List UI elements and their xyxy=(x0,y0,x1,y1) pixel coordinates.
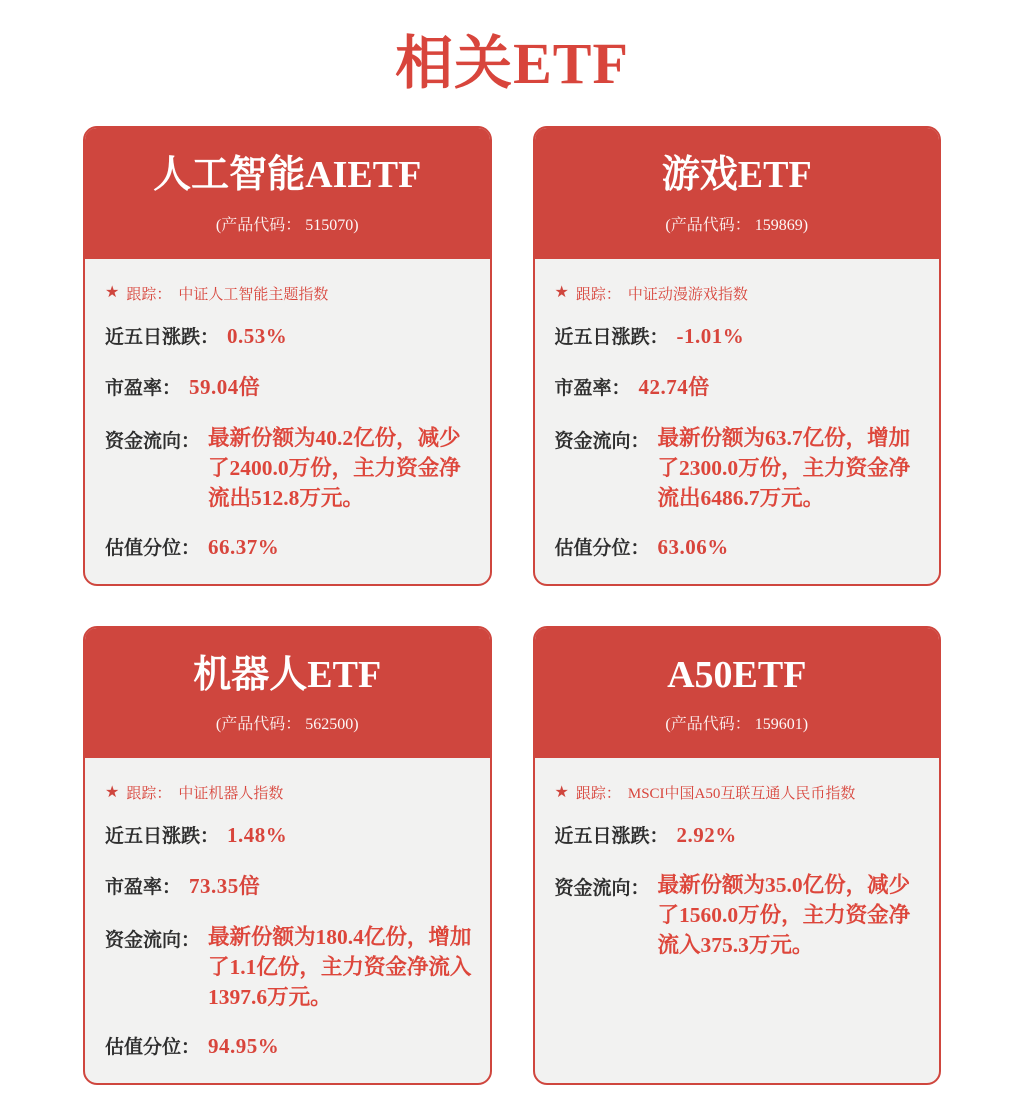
five-day-value: 1.48% xyxy=(227,823,288,848)
star-icon: ★ xyxy=(554,783,569,801)
etf-name: A50ETF xyxy=(667,653,807,696)
fund-flow-value: 最新份额为35.0亿份，减少了1560.0万份，主力资金净流入375.3万元。 xyxy=(657,873,911,958)
valuation-label: 估值分位： xyxy=(105,1037,201,1059)
card-body xyxy=(535,259,940,584)
valuation-label: 估值分位： xyxy=(554,537,650,559)
product-code: (产品代码： 159869) xyxy=(665,216,809,234)
product-code: (产品代码： 159601) xyxy=(665,716,809,734)
five-day-label: 近五日涨跌： xyxy=(105,326,220,348)
track-index: MSCI中国A50互联互通人民币指数 xyxy=(627,786,856,803)
pe-row xyxy=(555,371,922,401)
valuation-label: 估值分位： xyxy=(105,537,201,559)
fund-flow-row xyxy=(105,922,472,1012)
five-day-label: 近五日涨跌： xyxy=(105,826,220,848)
valuation-row xyxy=(555,533,922,560)
fund-flow-label: 资金流向： xyxy=(554,878,650,900)
valuation-value: 94.95% xyxy=(208,1034,280,1059)
etf-cards-grid xyxy=(83,126,941,1085)
page-title: 相关ETF xyxy=(395,31,629,96)
five-day-value: -1.01% xyxy=(676,323,745,348)
card-header xyxy=(535,128,940,259)
five-day-row xyxy=(555,821,922,848)
card-body xyxy=(85,758,490,1083)
pe-label: 市盈率： xyxy=(554,377,631,399)
valuation-row xyxy=(105,1032,472,1059)
pe-value: 73.35倍 xyxy=(189,874,261,899)
star-icon: ★ xyxy=(105,783,120,801)
card-header xyxy=(85,628,490,759)
etf-card-robot xyxy=(83,626,492,1086)
etf-card-a50 xyxy=(533,626,942,1086)
product-code: (产品代码： 562500) xyxy=(215,716,359,734)
star-icon: ★ xyxy=(554,284,569,302)
etf-name: 机器人ETF xyxy=(193,653,382,696)
fund-flow-value: 最新份额为63.7亿份，增加了2300.0万份，主力资金净流出6486.7万元。 xyxy=(657,425,911,510)
track-row xyxy=(105,283,472,304)
etf-name: 人工智能AIETF xyxy=(153,154,422,196)
etf-name: 游戏ETF xyxy=(661,154,812,196)
valuation-value: 63.06% xyxy=(657,534,729,559)
track-row xyxy=(555,283,922,304)
card-header xyxy=(85,128,490,259)
etf-card-game xyxy=(533,126,942,586)
track-index: 中证机器人指数 xyxy=(178,786,284,803)
track-row xyxy=(555,782,922,803)
five-day-row xyxy=(555,322,922,349)
five-day-label: 近五日涨跌： xyxy=(554,826,669,848)
track-label: 跟踪： xyxy=(126,786,172,803)
fund-flow-label: 资金流向： xyxy=(105,930,201,952)
fund-flow-row xyxy=(555,423,922,513)
fund-flow-label: 资金流向： xyxy=(105,430,201,452)
star-icon: ★ xyxy=(105,284,120,302)
pe-label: 市盈率： xyxy=(105,877,182,899)
card-header xyxy=(535,628,940,759)
fund-flow-label: 资金流向： xyxy=(554,430,650,452)
etf-card-aietf xyxy=(83,126,492,586)
pe-row xyxy=(105,870,472,900)
track-row xyxy=(105,782,472,803)
valuation-value: 66.37% xyxy=(208,534,280,559)
pe-label: 市盈率： xyxy=(105,377,182,399)
track-index: 中证动漫游戏指数 xyxy=(627,286,748,303)
track-label: 跟踪： xyxy=(126,286,172,303)
product-code: (产品代码： 515070) xyxy=(215,216,359,234)
five-day-value: 2.92% xyxy=(676,823,737,848)
five-day-row xyxy=(105,322,472,349)
five-day-label: 近五日涨跌： xyxy=(554,326,669,348)
pe-value: 42.74倍 xyxy=(638,374,710,399)
fund-flow-row xyxy=(555,870,922,960)
pe-value: 59.04倍 xyxy=(189,374,261,399)
fund-flow-row xyxy=(105,423,472,513)
five-day-row xyxy=(105,821,472,848)
track-label: 跟踪： xyxy=(575,786,621,803)
track-label: 跟踪： xyxy=(575,286,621,303)
fund-flow-value: 最新份额为180.4亿份，增加了1.1亿份，主力资金净流入1397.6万元。 xyxy=(208,925,472,1010)
track-index: 中证人工智能主题指数 xyxy=(178,286,329,303)
card-body xyxy=(535,758,940,1083)
five-day-value: 0.53% xyxy=(227,323,288,348)
valuation-row xyxy=(105,533,472,560)
pe-row xyxy=(105,371,472,401)
fund-flow-value: 最新份额为40.2亿份，减少了2400.0万份，主力资金净流出512.8万元。 xyxy=(208,425,461,510)
card-body xyxy=(85,259,490,584)
